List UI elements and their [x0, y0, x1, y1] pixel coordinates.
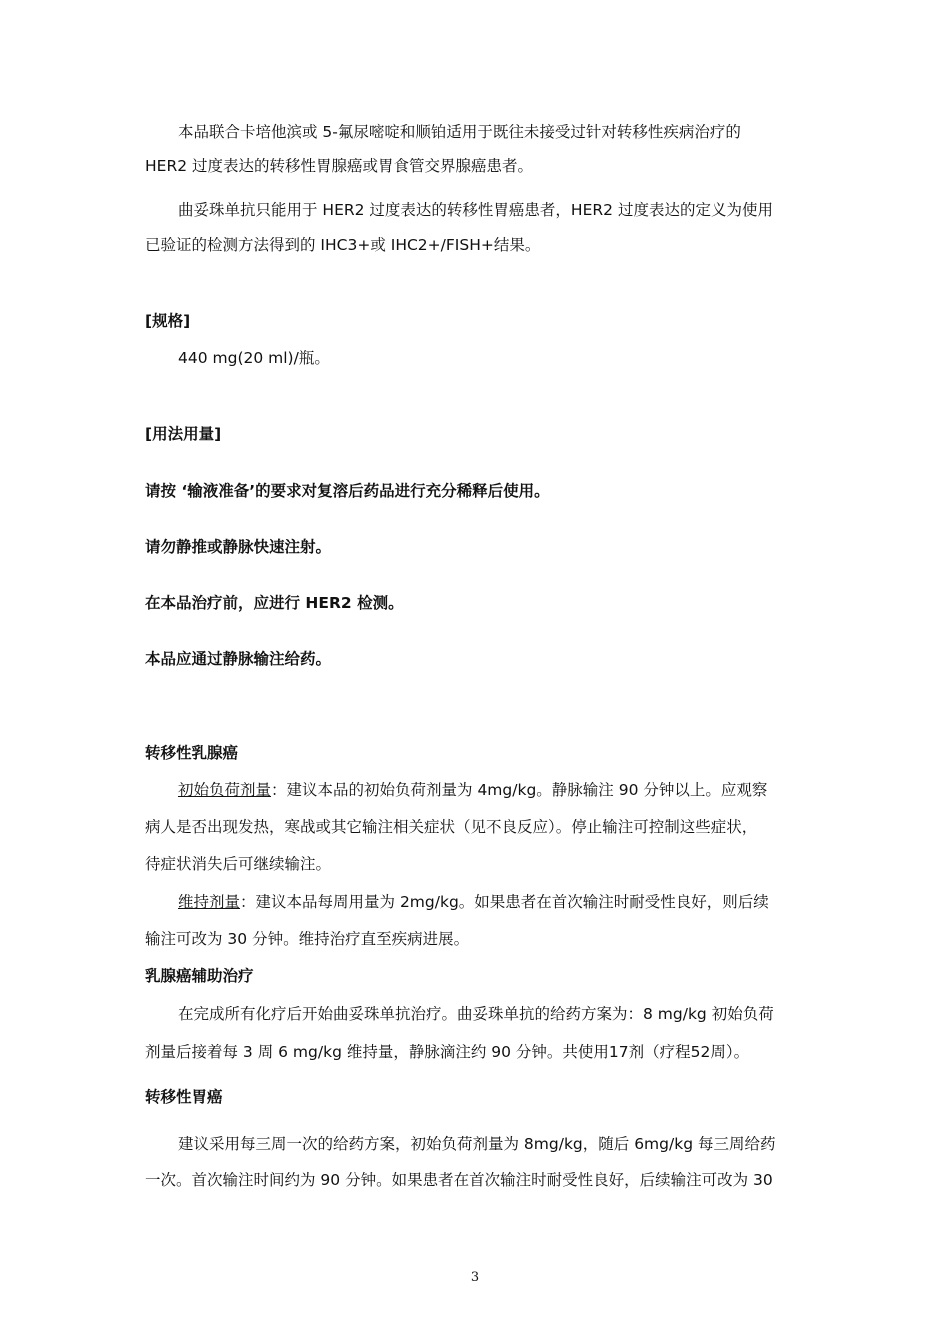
mbc-maint-label: 维持剂量 — [178, 893, 241, 911]
mbc-maint-line2: 输注可改为 30 分钟。维持治疗直至疾病进展。 — [145, 930, 470, 948]
indication-p2-line2: 已验证的检测方法得到的 IHC3+或 IHC2+/FISH+结果。 — [145, 236, 541, 254]
mbc-maint-line1 — [178, 892, 769, 912]
usage-note-1: 请按 ‘输液准备’的要求对复溶后药品进行充分稀释后使用。 — [145, 482, 550, 500]
usage-note-2: 请勿静推或静脉快速注射。 — [145, 538, 332, 556]
mbc-heading: 转移性乳腺癌 — [145, 744, 239, 762]
indication-p2-line1: 曲妥珠单抗只能用于 HER2 过度表达的转移性胃癌患者，HER2 过度表达的定义为使用 — [178, 201, 773, 219]
mgc-line2: 一次。首次输注时间约为 90 分钟。如果患者在首次输注时耐受性良好，后续输注可改为 30 — [145, 1171, 773, 1189]
usage-heading: [用法用量] — [145, 425, 222, 443]
mbc-loading-line2: 病人是否出现发热，寒战或其它输注相关症状（见不良反应）。停止输注可控制这些症状， — [145, 818, 758, 836]
mbc-loading-text: ：建议本品的初始负荷剂量为 4mg/kg。静脉输注 90 分钟以上。应观察 — [271, 781, 768, 799]
mgc-heading: 转移性胃癌 — [145, 1088, 223, 1106]
spec-heading: [规格] — [145, 312, 191, 330]
mbc-loading-label: 初始负荷剂量 — [178, 781, 272, 799]
mgc-line1: 建议采用每三周一次的给药方案，初始负荷剂量为 8mg/kg，随后 6mg/kg 每三周给药 — [178, 1135, 776, 1153]
mbc-loading-line1 — [178, 780, 767, 800]
indication-p1-line1: 本品联合卡培他滨或 5-氟尿嘧啶和顺铂适用于既往未接受过针对转移性疾病治疗的 — [178, 123, 741, 141]
adjuvant-line2: 剂量后接着每 3 周 6 mg/kg 维持量，静脉滴注约 90 分钟。共使用17剂（疗程52周）。 — [145, 1043, 750, 1061]
page-number: 3 — [470, 1270, 480, 1285]
mbc-maint-text: ：建议本品每周用量为 2mg/kg。如果患者在首次输注时耐受性良好，则后续 — [240, 893, 769, 911]
mbc-loading-line3: 待症状消失后可继续输注。 — [145, 855, 332, 873]
indication-p1-line2: HER2 过度表达的转移性胃腺癌或胃食管交界腺癌患者。 — [145, 157, 534, 175]
adjuvant-heading: 乳腺癌辅助治疗 — [145, 967, 254, 985]
usage-note-4: 本品应通过静脉输注给药。 — [145, 650, 332, 668]
usage-note-3: 在本品治疗前，应进行 HER2 检测。 — [145, 594, 404, 612]
adjuvant-line1: 在完成所有化疗后开始曲妥珠单抗治疗。曲妥珠单抗的给药方案为：8 mg/kg 初始负荷 — [178, 1005, 774, 1023]
spec-value: 440 mg(20 ml)/瓶。 — [178, 349, 330, 367]
